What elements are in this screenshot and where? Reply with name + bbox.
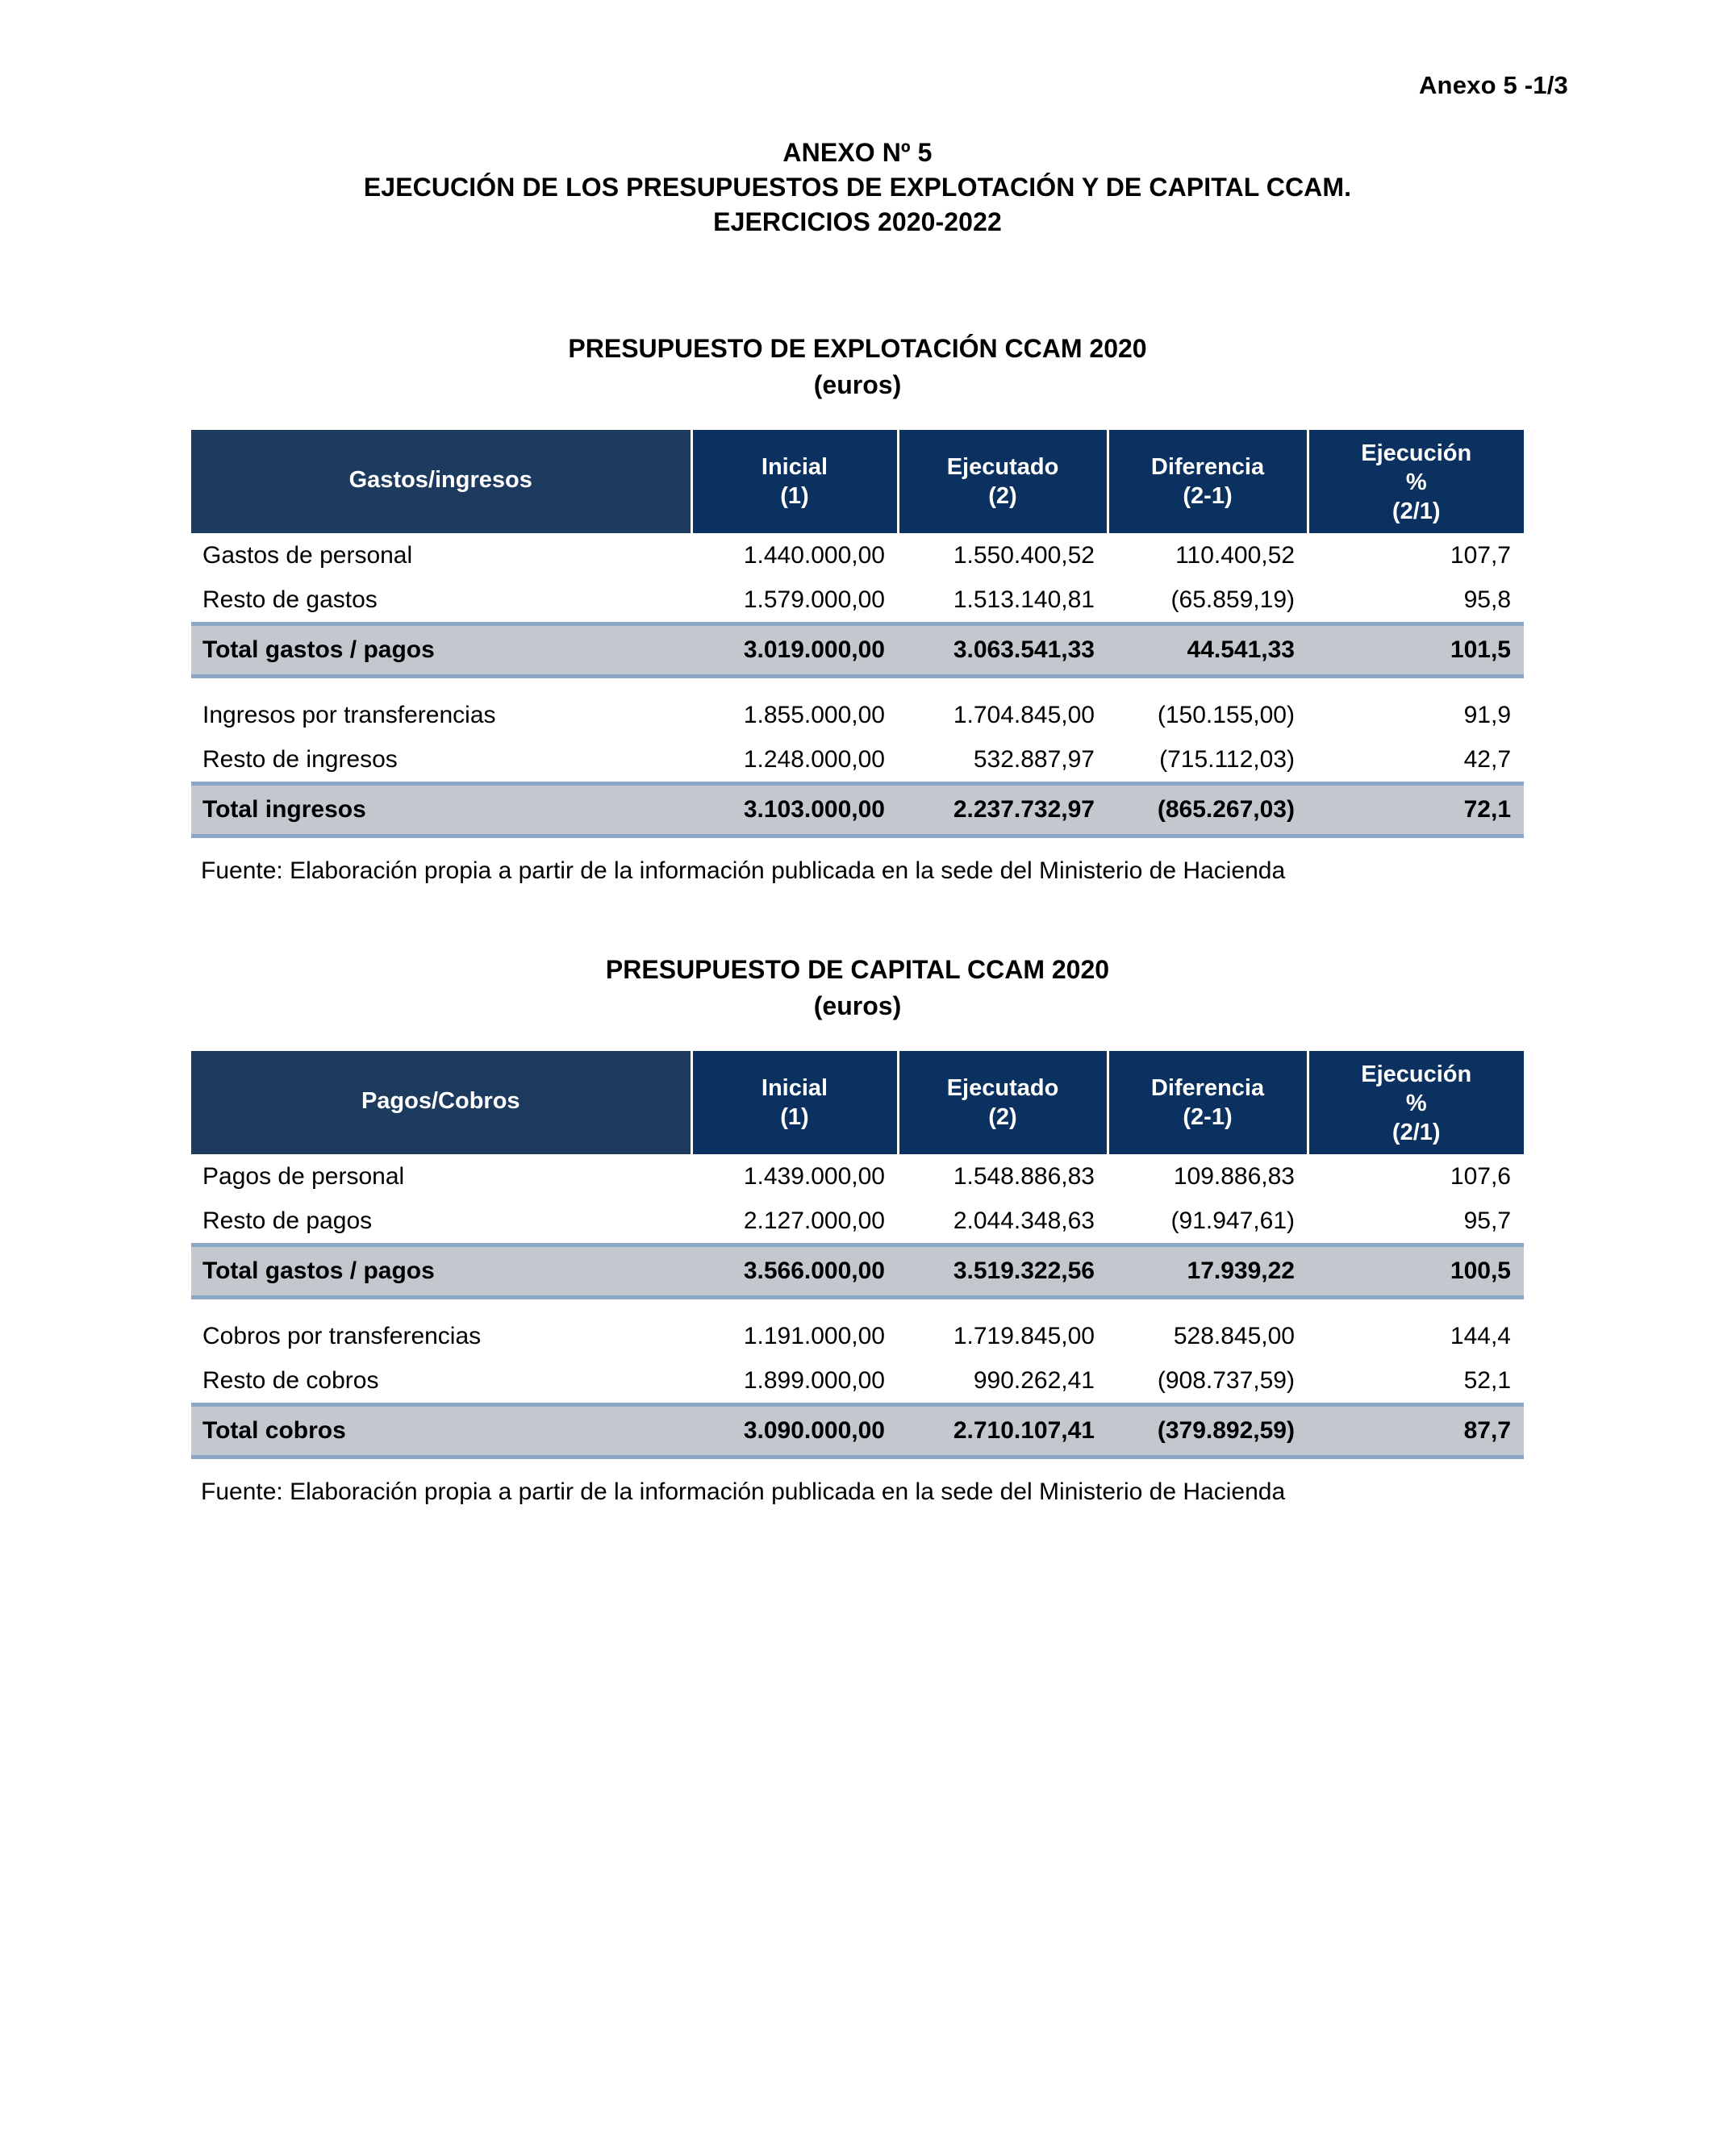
table-header-explotacion xyxy=(191,430,1524,533)
row-cell-label: Total cobros xyxy=(191,1405,691,1457)
column-header-inicial xyxy=(691,1051,898,1154)
table-row xyxy=(191,693,1524,737)
source-note-explotacion: Fuente: Elaboración propia a partir de la información publicada en la sede del Ministerio de Hacienda xyxy=(201,857,1286,884)
row-cell-ejecutado: 3.519.322,56 xyxy=(898,1245,1108,1298)
row-cell-ejecucion-pct: 144,4 xyxy=(1308,1314,1524,1358)
row-cell-ejecucion-pct: 107,6 xyxy=(1308,1154,1524,1199)
row-cell-ejecutado: 2.044.348,63 xyxy=(898,1199,1108,1245)
row-cell-inicial: 1.855.000,00 xyxy=(691,693,898,737)
column-header-inicial-line1: Inicial xyxy=(761,454,828,480)
column-header-diferencia xyxy=(1108,1051,1308,1154)
row-cell-label: Resto de pagos xyxy=(191,1199,691,1245)
row-cell-ejecucion-pct: 91,9 xyxy=(1308,693,1524,737)
row-cell-inicial: 3.566.000,00 xyxy=(691,1245,898,1298)
table-row xyxy=(191,578,1524,624)
row-cell-diferencia: 109.886,83 xyxy=(1108,1154,1308,1199)
column-header-label xyxy=(191,430,691,533)
row-cell-inicial: 1.248.000,00 xyxy=(691,737,898,784)
row-cell-ejecutado: 1.704.845,00 xyxy=(898,693,1108,737)
section-presupuesto-capital xyxy=(0,952,1715,1508)
row-cell-ejecucion-pct: 95,8 xyxy=(1308,578,1524,624)
table-body-capital xyxy=(191,1154,1524,1457)
table-wrapper-capital xyxy=(191,1024,1524,1459)
column-header-ejecutado-line2: (2) xyxy=(988,483,1017,509)
section-presupuesto-explotacion xyxy=(0,331,1715,886)
row-cell-diferencia: (91.947,61) xyxy=(1108,1199,1308,1245)
section-title-capital xyxy=(0,952,1715,1024)
row-cell-inicial: 3.090.000,00 xyxy=(691,1405,898,1457)
column-header-ejecutado xyxy=(898,430,1108,533)
row-cell-ejecutado: 1.548.886,83 xyxy=(898,1154,1108,1199)
row-cell-ejecutado: 990.262,41 xyxy=(898,1358,1108,1405)
row-cell-diferencia: 110.400,52 xyxy=(1108,533,1308,578)
row-cell-ejecutado: 2.710.107,41 xyxy=(898,1405,1108,1457)
column-header-inicial-line1: Inicial xyxy=(761,1075,828,1101)
budget-table-explotacion xyxy=(191,430,1524,838)
row-cell-diferencia: (715.112,03) xyxy=(1108,737,1308,784)
section-title-explotacion xyxy=(0,331,1715,403)
column-header-diferencia-line2: (2-1) xyxy=(1183,1104,1233,1130)
table-body-explotacion xyxy=(191,533,1524,836)
budget-table-capital xyxy=(191,1051,1524,1459)
row-cell-ejecucion-pct: 107,7 xyxy=(1308,533,1524,578)
row-cell-ejecutado: 1.513.140,81 xyxy=(898,578,1108,624)
row-cell-ejecucion-pct: 95,7 xyxy=(1308,1199,1524,1245)
row-cell-label: Resto de cobros xyxy=(191,1358,691,1405)
row-cell-diferencia: (865.267,03) xyxy=(1108,784,1308,836)
column-header-ejecutado-line1: Ejecutado xyxy=(946,454,1059,480)
column-header-inicial-line2: (1) xyxy=(780,483,809,509)
spacer-cell xyxy=(191,677,1524,694)
column-header-diferencia xyxy=(1108,430,1308,533)
column-header-ejecucion-line3: (2/1) xyxy=(1392,1120,1441,1145)
document-title-line-2: EJECUCIÓN DE LOS PRESUPUESTOS DE EXPLOTACIÓN Y DE CAPITAL CCAM. xyxy=(363,173,1352,202)
row-cell-ejecutado: 532.887,97 xyxy=(898,737,1108,784)
table-row-spacer xyxy=(191,1298,1524,1315)
table-row-total xyxy=(191,1405,1524,1457)
row-cell-ejecutado: 3.063.541,33 xyxy=(898,624,1108,677)
document-title-line-3: EJERCICIOS 2020-2022 xyxy=(713,207,1002,236)
row-cell-ejecutado: 2.237.732,97 xyxy=(898,784,1108,836)
section-title-units: (euros) xyxy=(813,991,902,1020)
row-cell-inicial: 1.439.000,00 xyxy=(691,1154,898,1199)
table-row xyxy=(191,1199,1524,1245)
table-row xyxy=(191,533,1524,578)
row-cell-inicial: 2.127.000,00 xyxy=(691,1199,898,1245)
column-header-label-line1: Gastos/ingresos xyxy=(348,467,532,493)
row-cell-label: Total ingresos xyxy=(191,784,691,836)
column-header-inicial-line2: (1) xyxy=(780,1104,809,1130)
column-header-ejecucion-line1: Ejecución xyxy=(1361,440,1472,466)
column-header-ejecucion-pct xyxy=(1308,430,1524,533)
row-cell-label: Cobros por transferencias xyxy=(191,1314,691,1358)
section-title-units: (euros) xyxy=(813,370,902,399)
row-cell-ejecucion-pct: 42,7 xyxy=(1308,737,1524,784)
row-cell-ejecucion-pct: 72,1 xyxy=(1308,784,1524,836)
column-header-label xyxy=(191,1051,691,1154)
row-cell-label: Total gastos / pagos xyxy=(191,624,691,677)
table-row xyxy=(191,737,1524,784)
section-title-main: PRESUPUESTO DE CAPITAL CCAM 2020 xyxy=(605,955,1110,984)
column-header-diferencia-line1: Diferencia xyxy=(1150,454,1265,480)
column-header-diferencia-line2: (2-1) xyxy=(1183,483,1233,509)
row-cell-ejecucion-pct: 87,7 xyxy=(1308,1405,1524,1457)
table-row-total xyxy=(191,784,1524,836)
row-cell-ejecucion-pct: 52,1 xyxy=(1308,1358,1524,1405)
row-cell-inicial: 3.019.000,00 xyxy=(691,624,898,677)
row-cell-diferencia: (150.155,00) xyxy=(1108,693,1308,737)
page-folio: Anexo 5 -1/3 xyxy=(1418,71,1568,99)
column-header-ejecucion-line3: (2/1) xyxy=(1392,498,1441,524)
row-cell-diferencia: 528.845,00 xyxy=(1108,1314,1308,1358)
table-row-spacer xyxy=(191,677,1524,694)
column-header-ejecucion-line2: % xyxy=(1405,469,1427,495)
table-header-row xyxy=(191,1051,1524,1154)
document-title-line-1: ANEXO Nº 5 xyxy=(782,138,933,167)
row-cell-label: Ingresos por transferencias xyxy=(191,693,691,737)
section-title-main: PRESUPUESTO DE EXPLOTACIÓN CCAM 2020 xyxy=(568,334,1147,363)
row-cell-ejecutado: 1.719.845,00 xyxy=(898,1314,1108,1358)
row-cell-ejecutado: 1.550.400,52 xyxy=(898,533,1108,578)
document-title xyxy=(145,136,1570,240)
column-header-ejecutado xyxy=(898,1051,1108,1154)
column-header-ejecutado-line2: (2) xyxy=(988,1104,1017,1130)
table-row-total xyxy=(191,1245,1524,1298)
source-note-capital: Fuente: Elaboración propia a partir de la información publicada en la sede del Ministerio de Hacienda xyxy=(201,1478,1286,1505)
table-wrapper-explotacion xyxy=(191,403,1524,838)
row-cell-diferencia: (379.892,59) xyxy=(1108,1405,1308,1457)
row-cell-ejecucion-pct: 100,5 xyxy=(1308,1245,1524,1298)
row-cell-diferencia: 44.541,33 xyxy=(1108,624,1308,677)
column-header-ejecucion-line1: Ejecución xyxy=(1361,1061,1472,1087)
row-cell-inicial: 1.579.000,00 xyxy=(691,578,898,624)
row-cell-inicial: 1.899.000,00 xyxy=(691,1358,898,1405)
column-header-ejecucion-pct xyxy=(1308,1051,1524,1154)
row-cell-label: Gastos de personal xyxy=(191,533,691,578)
table-header-capital xyxy=(191,1051,1524,1154)
column-header-ejecucion-line2: % xyxy=(1405,1091,1427,1116)
table-row xyxy=(191,1358,1524,1405)
column-header-inicial xyxy=(691,430,898,533)
row-cell-inicial: 1.191.000,00 xyxy=(691,1314,898,1358)
table-row xyxy=(191,1154,1524,1199)
row-cell-label: Resto de ingresos xyxy=(191,737,691,784)
row-cell-label: Total gastos / pagos xyxy=(191,1245,691,1298)
column-header-diferencia-line1: Diferencia xyxy=(1150,1075,1265,1101)
row-cell-diferencia: (65.859,19) xyxy=(1108,578,1308,624)
row-cell-label: Resto de gastos xyxy=(191,578,691,624)
table-header-row xyxy=(191,430,1524,533)
row-cell-inicial: 3.103.000,00 xyxy=(691,784,898,836)
row-cell-diferencia: (908.737,59) xyxy=(1108,1358,1308,1405)
column-header-label-line1: Pagos/Cobros xyxy=(361,1088,520,1114)
spacer-cell xyxy=(191,1298,1524,1315)
table-row xyxy=(191,1314,1524,1358)
row-cell-diferencia: 17.939,22 xyxy=(1108,1245,1308,1298)
column-header-ejecutado-line1: Ejecutado xyxy=(946,1075,1059,1101)
row-cell-label: Pagos de personal xyxy=(191,1154,691,1199)
row-cell-ejecucion-pct: 101,5 xyxy=(1308,624,1524,677)
row-cell-inicial: 1.440.000,00 xyxy=(691,533,898,578)
table-row-total xyxy=(191,624,1524,677)
